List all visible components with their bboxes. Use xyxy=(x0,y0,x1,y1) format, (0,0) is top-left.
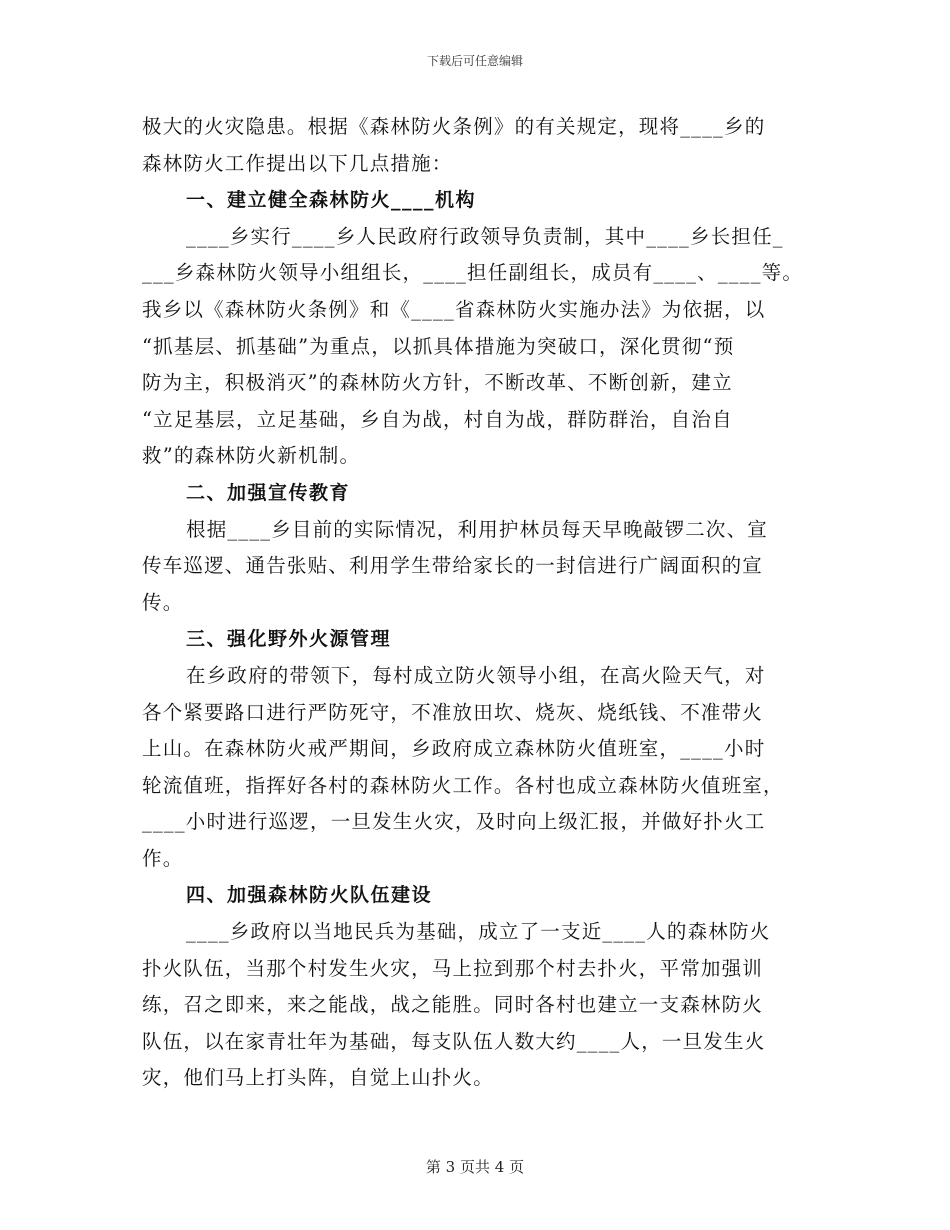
text-line: 极大的火灾隐患。根据《森林防火条例》的有关规定，现将____乡的 xyxy=(142,115,766,138)
text-line: ___乡森林防火领导小组组长，____担任副组长，成员有____、____等。 xyxy=(142,261,804,285)
text-line: 我乡以《森林防火条例》和《____省森林防火实施办法》为依据，以 xyxy=(142,297,766,321)
section-heading: 二、加强宣传教育 xyxy=(186,481,351,504)
text-line: 传。 xyxy=(142,590,184,614)
page-footer: 第 3 页共 4 页 xyxy=(425,1158,525,1176)
text-line: 扑火队伍，当那个村发生火灾，马上拉到那个村去扑火，平常加强训 xyxy=(142,956,764,980)
text-line: 森林防火工作提出以下几点措施： xyxy=(142,151,453,175)
text-line: “抓基层、抓基础”为重点，以抓具体措施为突破口，深化贯彻“预 xyxy=(142,334,735,358)
section-heading: 一、建立健全森林防火____机构 xyxy=(186,189,477,212)
page-header: 下载后可任意编辑 xyxy=(426,54,523,68)
section-heading: 三、强化野外火源管理 xyxy=(186,628,392,651)
text-line: 根据____乡目前的实际情况，利用护林员每天早晚敲锣二次、宣 xyxy=(186,517,769,541)
text-line: 轮流值班，指挥好各村的森林防火工作。各村也成立森林防火值班室， xyxy=(142,773,784,797)
text-line: ____小时进行巡逻，一旦发生火灾，及时向上级汇报，并做好扑火工 xyxy=(142,810,766,834)
text-line: 防为主，积极消灭”的森林防火方针，不断改革、不断创新，建立 xyxy=(142,371,733,395)
text-line: 各个紧要路口进行严防死守，不准放田坎、烧灰、烧纸钱、不准带火 xyxy=(142,700,764,724)
text-line: 救”的森林防火新机制。 xyxy=(142,444,361,468)
text-line: ____乡实行____乡人民政府行政领导负责制，其中____乡长担任_ xyxy=(186,224,784,248)
document-body xyxy=(142,109,822,1097)
text-line: 传车巡逻、通告张贴、利用学生带给家长的一封信进行广阔面积的宣 xyxy=(142,554,764,578)
text-line: 灾，他们马上打头阵，自觉上山扑火。 xyxy=(142,1066,494,1090)
section-heading: 四、加强森林防火队伍建设 xyxy=(186,884,433,907)
text-line: 上山。在森林防火戒严期间，乡政府成立森林防火值班室，____小时 xyxy=(142,737,766,761)
text-line: “立足基层，立足基础，乡自为战，村自为战，群防群治，自治自 xyxy=(142,407,733,431)
text-line: 在乡政府的带领下，每村成立防火领导小组，在高火险天气，对 xyxy=(186,663,766,687)
text-line: ____乡政府以当地民兵为基础，成立了一支近____人的森林防火 xyxy=(186,920,771,944)
text-line: 队伍，以在家青壮年为基础，每支队伍人数大约____人，一旦发生火 xyxy=(142,1029,766,1053)
text-line: 练，召之即来，来之能战，战之能胜。同时各村也建立一支森林防火 xyxy=(142,993,764,1017)
text-line: 作。 xyxy=(142,846,184,870)
